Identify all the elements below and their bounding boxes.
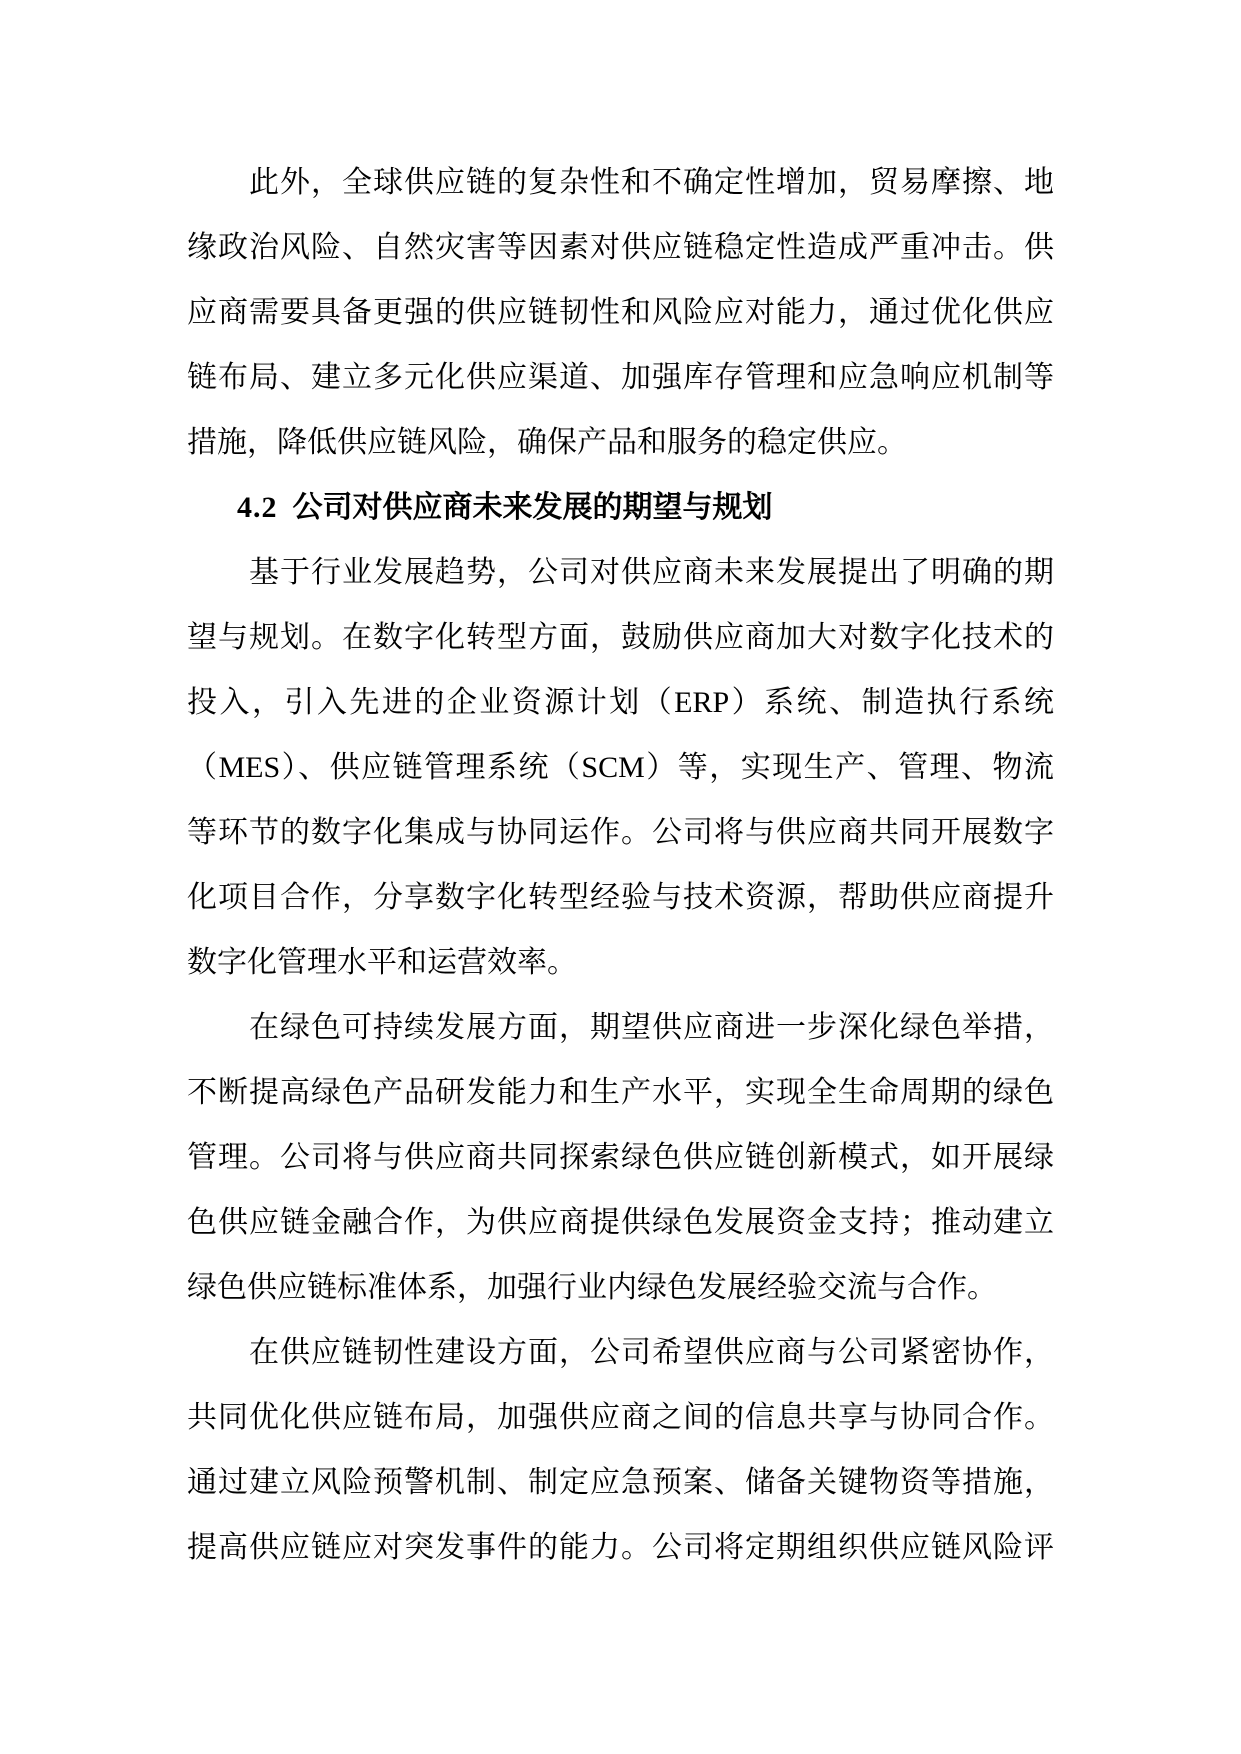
- text-line: 提高供应链应对突发事件的能力。公司将定期组织供应链风险评: [187, 1531, 1054, 1564]
- section-heading: [187, 475, 1054, 540]
- text-line: 应商需要具备更强的供应链韧性和风险应对能力，通过优化供应: [187, 296, 1054, 329]
- text-line: 通过建立风险预警机制、制定应急预案、储备关键物资等措施，: [187, 1466, 1054, 1499]
- text-line: 措施，降低供应链风险，确保产品和服务的稳定供应。: [187, 426, 907, 459]
- text-line: 等环节的数字化集成与协同运作。公司将与供应商共同开展数字: [187, 816, 1054, 849]
- text-line: （MES）、供应链管理系统（SCM）等，实现生产、管理、物流: [187, 751, 1054, 784]
- text-block: [187, 150, 1054, 1580]
- paragraph-supply-chain-resilience: [187, 1320, 1054, 1580]
- section-number: 4.2: [237, 491, 278, 524]
- paragraph-green-development: [187, 995, 1054, 1320]
- text-line: 化项目合作，分享数字化转型经验与技术资源，帮助供应商提升: [187, 881, 1054, 914]
- section-title: 公司对供应商未来发展的期望与规划: [292, 491, 773, 524]
- text-line: 缘政治风险、自然灾害等因素对供应链稳定性造成严重冲击。供: [187, 231, 1054, 264]
- text-line: 不断提高绿色产品研发能力和生产水平，实现全生命周期的绿色: [187, 1076, 1054, 1109]
- text-line: 链布局、建立多元化供应渠道、加强库存管理和应急响应机制等: [187, 361, 1054, 394]
- text-line: 在供应链韧性建设方面，公司希望供应商与公司紧密协作，: [249, 1336, 1054, 1369]
- text-line: 此外，全球供应链的复杂性和不确定性增加，贸易摩擦、地: [249, 166, 1054, 199]
- text-line: 色供应链金融合作，为供应商提供绿色发展资金支持；推动建立: [187, 1206, 1054, 1239]
- text-line: 投入，引入先进的企业资源计划（ERP）系统、制造执行系统: [187, 686, 1054, 719]
- text-line: 共同优化供应链布局，加强供应商之间的信息共享与协同合作。: [187, 1401, 1054, 1434]
- text-line: 在绿色可持续发展方面，期望供应商进一步深化绿色举措，: [249, 1011, 1054, 1044]
- paragraph-supply-chain-risks: [187, 150, 1054, 475]
- text-line: 数字化管理水平和运营效率。: [187, 946, 577, 979]
- paragraph-digital-transformation: [187, 540, 1054, 995]
- text-line: 绿色供应链标准体系，加强行业内绿色发展经验交流与合作。: [187, 1271, 997, 1304]
- text-line: 管理。公司将与供应商共同探索绿色供应链创新模式，如开展绿: [187, 1141, 1054, 1174]
- text-line: 望与规划。在数字化转型方面，鼓励供应商加大对数字化技术的: [187, 621, 1054, 654]
- text-line: 基于行业发展趋势，公司对供应商未来发展提出了明确的期: [249, 556, 1054, 589]
